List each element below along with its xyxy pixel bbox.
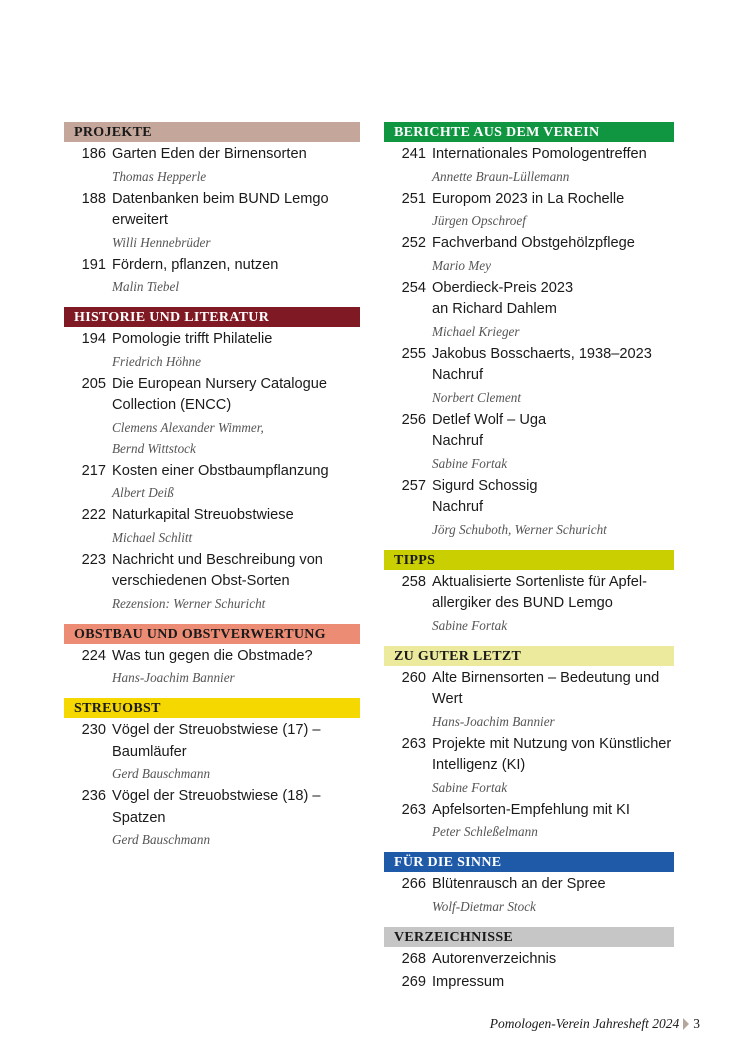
- toc-entry[interactable]: [384, 476, 674, 540]
- page-number: 263: [401, 735, 426, 752]
- entry-title: Detlef Wolf – Uga Nachruf: [432, 411, 547, 449]
- entry-author: Jürgen Opschroef: [432, 213, 526, 228]
- toc-section: [384, 927, 674, 994]
- page-number: 254: [401, 279, 426, 296]
- toc-entry[interactable]: [384, 233, 674, 276]
- toc-section: [64, 624, 360, 689]
- entry-title: Aktualisierte Sortenliste für Apfel- allergiker des BUND Lemgo: [432, 573, 647, 611]
- page-number: 217: [81, 462, 106, 479]
- page-number: 223: [81, 551, 106, 568]
- entry-author: Michael Krieger: [432, 323, 520, 339]
- page-number: 251: [401, 190, 426, 207]
- entry-author: Clemens Alexander Wimmer, Bernd Wittstock: [112, 419, 264, 456]
- entry-author: Peter Schleßelmann: [432, 824, 538, 839]
- page-number: 236: [81, 788, 106, 804]
- toc-column-left: [64, 122, 360, 860]
- page-number: 266: [401, 876, 426, 892]
- entry-author: Sabine Fortak: [432, 617, 508, 633]
- entry-title: Datenbanken beim BUND Lemgo erweitert: [112, 190, 329, 228]
- page-footer: [490, 1016, 700, 1032]
- entry-author: Jörg Schuboth, Werner Schuricht: [432, 521, 607, 537]
- entry-title: Nachricht und Beschreibung von verschiedenen Obst-Sorten: [112, 551, 323, 589]
- toc-section: [384, 646, 674, 843]
- page-number: 255: [401, 345, 426, 362]
- toc-entry[interactable]: [384, 344, 674, 408]
- toc-entry[interactable]: [384, 572, 674, 636]
- entry-author: Wolf-Dietmar Stock: [432, 898, 536, 914]
- toc-entry[interactable]: [384, 800, 674, 843]
- page-number: 186: [81, 146, 106, 162]
- toc-section: [64, 307, 360, 614]
- page-number: 260: [401, 669, 426, 686]
- page-number: 258: [401, 573, 426, 590]
- entry-title: Projekte mit Nutzung von Künstlicher Intelligenz (KI): [432, 735, 672, 773]
- entry-author: Norbert Clement: [432, 389, 522, 405]
- page-number: 256: [401, 411, 426, 428]
- toc-entry[interactable]: [64, 505, 360, 548]
- triangle-marker-icon: [683, 1018, 689, 1030]
- toc-section: [384, 852, 674, 917]
- page-number: 269: [401, 974, 426, 990]
- toc-entry[interactable]: [384, 734, 674, 798]
- entry-title: Naturkapital Streuobstwiese: [112, 507, 294, 523]
- page-number: 194: [81, 331, 106, 347]
- section-header: STREUOBST: [64, 698, 360, 718]
- entry-title: Autorenverzeichnis: [432, 950, 557, 967]
- entry-title: Was tun gegen die Obstmade?: [112, 647, 313, 664]
- page-number: 224: [81, 647, 106, 664]
- toc-section: [64, 698, 360, 850]
- entry-author: Michael Schlitt: [112, 529, 193, 545]
- section-header: PROJEKTE: [64, 122, 360, 142]
- section-header: VERZEICHNISSE: [384, 927, 674, 947]
- toc-entry[interactable]: [384, 410, 674, 474]
- toc-entry[interactable]: [64, 720, 360, 784]
- entry-title: Fachverband Obstgehölzpflege: [432, 235, 635, 251]
- entry-author: Gerd Bauschmann: [112, 832, 211, 847]
- section-header: TIPPS: [384, 550, 674, 570]
- toc-entry[interactable]: [384, 949, 674, 971]
- page-number: 241: [401, 146, 426, 162]
- entry-author: Albert Deiß: [112, 485, 174, 500]
- page-number: 3: [693, 1016, 700, 1031]
- toc-entry[interactable]: [64, 255, 360, 298]
- toc-entry[interactable]: [384, 189, 674, 232]
- toc-entry[interactable]: [64, 646, 360, 689]
- page-number: 252: [401, 235, 426, 251]
- toc-entry[interactable]: [64, 189, 360, 253]
- toc-entry[interactable]: [384, 144, 674, 187]
- entry-title: Sigurd Schossig Nachruf: [432, 477, 538, 515]
- entry-title: Kosten einer Obstbaumpflanzung: [112, 462, 329, 479]
- page-number: 188: [81, 190, 106, 207]
- entry-title: Oberdieck-Preis 2023 an Richard Dahlem: [432, 279, 574, 317]
- entry-author: Annette Braun-Lüllemann: [432, 168, 570, 184]
- entry-author: Hans-Joachim Bannier: [112, 670, 235, 685]
- entry-author: Sabine Fortak: [432, 455, 508, 471]
- section-header: HISTORIE UND LITERATUR: [64, 307, 360, 327]
- entry-title: Fördern, pflanzen, nutzen: [112, 256, 279, 273]
- entry-title: Vögel der Streuobstwiese (17) – Baumläufer: [112, 722, 321, 760]
- page-number: 257: [401, 477, 426, 494]
- page-number: 222: [81, 507, 106, 523]
- entry-title: Die European Nursery Catalogue Collection (ENCC): [112, 375, 327, 413]
- toc-entry[interactable]: [64, 329, 360, 372]
- entry-author: Rezension: Werner Schuricht: [112, 595, 266, 611]
- entry-author: Sabine Fortak: [432, 779, 508, 795]
- entry-title: Jakobus Bosschaerts, 1938–2023 Nachruf: [432, 345, 652, 383]
- entry-title: Apfelsorten-Empfehlung mit KI: [432, 801, 630, 818]
- entry-title: Internationales Pomologentreffen: [432, 146, 647, 162]
- entry-title: Vögel der Streuobstwiese (18) – Spatzen: [112, 788, 321, 826]
- section-header: OBSTBAU UND OBSTVERWERTUNG: [64, 624, 360, 644]
- page-number: 191: [81, 256, 106, 273]
- toc-entry[interactable]: [64, 374, 360, 459]
- entry-title: Pomologie trifft Philatelie: [112, 331, 273, 347]
- section-header: ZU GUTER LETZT: [384, 646, 674, 666]
- entry-title: Alte Birnensorten – Bedeutung und Wert: [432, 669, 660, 707]
- entry-title: Impressum: [432, 974, 505, 990]
- toc-column-right: [384, 122, 674, 1004]
- entry-author: Thomas Hepperle: [112, 168, 207, 184]
- entry-title: Blütenrausch an der Spree: [432, 876, 606, 892]
- toc-entry[interactable]: [64, 550, 360, 614]
- footer-title: Pomologen-Verein Jahresheft 2024: [489, 1016, 680, 1031]
- section-header: BERICHTE AUS DEM VEREIN: [384, 122, 674, 142]
- entry-author: Willi Hennebrüder: [112, 234, 211, 250]
- entry-author: Malin Tiebel: [112, 279, 180, 294]
- entry-author: Mario Mey: [432, 257, 491, 273]
- toc-section: [384, 550, 674, 636]
- page-number: 205: [81, 375, 106, 392]
- section-header: FÜR DIE SINNE: [384, 852, 674, 872]
- toc-entry[interactable]: [64, 461, 360, 504]
- toc-entry[interactable]: [64, 786, 360, 850]
- page-number: 268: [401, 950, 426, 967]
- toc-entry[interactable]: [384, 668, 674, 732]
- toc-entry[interactable]: [384, 278, 674, 342]
- toc-entry[interactable]: [384, 972, 674, 994]
- toc-entry[interactable]: [384, 874, 674, 917]
- toc-entry[interactable]: [64, 144, 360, 187]
- entry-title: Garten Eden der Birnensorten: [112, 146, 307, 162]
- entry-author: Friedrich Höhne: [112, 353, 201, 369]
- entry-title: Europom 2023 in La Rochelle: [432, 190, 625, 207]
- page-number: 230: [81, 722, 106, 738]
- entry-author: Gerd Bauschmann: [112, 766, 211, 781]
- page-number: 263: [401, 801, 426, 818]
- entry-author: Hans-Joachim Bannier: [432, 713, 555, 729]
- toc-section: [384, 122, 674, 540]
- toc-section: [64, 122, 360, 297]
